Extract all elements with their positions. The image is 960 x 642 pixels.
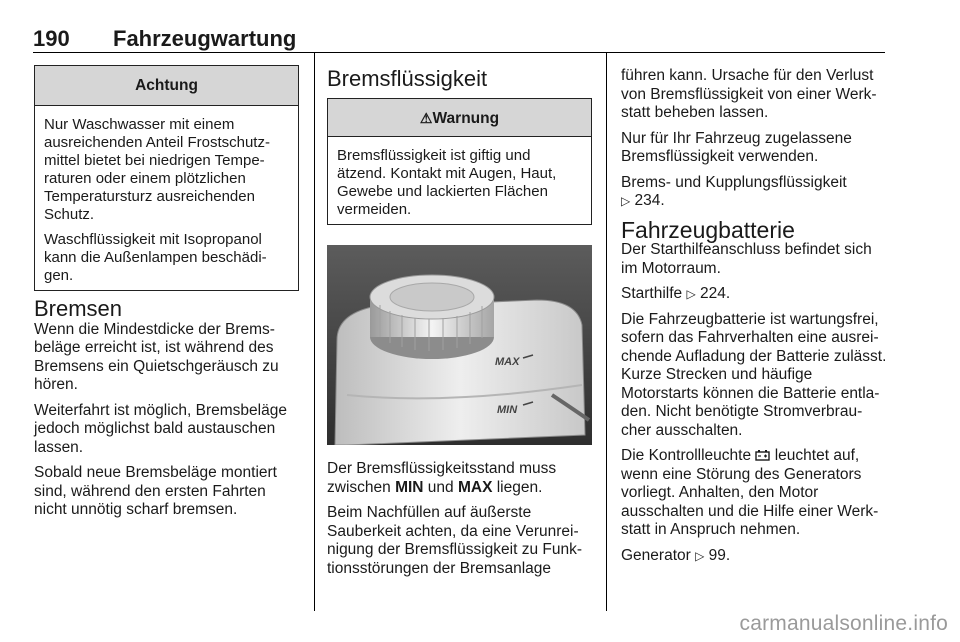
battery-heading: Fahrzeugbatterie: [621, 216, 795, 243]
column-3: [621, 67, 889, 572]
warning-triangle-icon: ⚠: [419, 110, 433, 126]
fluid-level-paragraph: Der Bremsflüssigkeitsstand muss zwischen MIN und MAX liegen.: [327, 460, 557, 496]
max-label: MAX: [457, 478, 493, 496]
page-ref-icon: ▷: [695, 548, 705, 563]
brakes-paragraph-2: Weiterfahrt ist möglich, Bremsbeläge jedoch möglichst bald austauschen lassen.: [34, 401, 287, 456]
warning-box: [327, 98, 592, 225]
battery-warning-light-icon: [755, 447, 770, 464]
caution-paragraph-2: Waschflüssigkeit mit Isopropanol kann die Außenlampen beschädi-gen.: [44, 231, 267, 284]
caution-title: Achtung: [35, 66, 298, 106]
caution-paragraph-1: Nur Waschwasser mit einem ausreichenden Anteil Frostschutz-mittel bietet bei niedrigen Tempe-raturen oder einem plötzlichen Temperatursturz ausreichenden Schutz.: [44, 116, 270, 223]
approved-fluid-paragraph: Nur für Ihr Fahrzeug zugelassene Bremsflüssigkeit verwenden.: [621, 129, 852, 165]
fluid-ref-link[interactable]: 234.: [634, 192, 665, 209]
brake-fluid-text: [327, 460, 595, 585]
brake-fluid-heading: Bremsflüssigkeit: [327, 66, 488, 91]
warning-title: Warnung: [432, 110, 500, 127]
warning-header: [328, 99, 591, 137]
continued-paragraph: führen kann. Ursache für den Verlust von Bremsflüssigkeit von einer Werk-statt beheben lassen.: [621, 67, 877, 121]
battery-maintenance-paragraph: Die Fahrzeugbatterie ist wartungsfrei, sofern das Fahrverhalten eine ausrei-chende Aufladung der Batterie zulässt. Kurze Strecken und häufige Motorstarts können die Batterie entla-den. Nicht benötigte Stromverbrau-cher ausschalten.: [621, 310, 887, 439]
max-level-marking: MAX: [495, 356, 520, 368]
watermark: carmanualsonline.info: [739, 612, 948, 635]
min-label: MIN: [395, 478, 424, 496]
jump-start-paragraph: Der Starthilfeanschluss befindet sich im Motorraum.: [621, 241, 872, 277]
generator-ref-link[interactable]: 99.: [708, 546, 731, 564]
page-number: 190: [33, 26, 70, 51]
charging-warning-paragraph: Die Kontrollleuchte leuchtet auf, wenn eine Störung des Generators vorliegt. Anhalten, den Motor ausschalten und die Hilfe einer Werk-statt in Anspruch nehmen.: [621, 447, 879, 538]
cleanliness-paragraph: Beim Nachfüllen auf äußerste Sauberkeit achten, da eine Verunrei-nigung der Bremsflüssigkeit zu Funk-tionsstörungen der Bremsanlage: [327, 504, 583, 577]
brakes-heading: Bremsen: [34, 296, 123, 321]
chapter-title: Fahrzeugwartung: [113, 26, 297, 51]
brakes-paragraph-1: Wenn die Mindestdicke der Brems-beläge erreicht ist, ist während des Bremsens ein Quietschgeräusch zu hören.: [34, 320, 279, 393]
starthilfe-ref-link[interactable]: 224.: [700, 285, 731, 302]
page-ref-icon: ▷: [621, 194, 631, 208]
page-ref-icon: ▷: [686, 287, 696, 301]
caution-box: [34, 65, 299, 291]
warning-text: Bremsflüssigkeit ist giftig und ätzend. Kontakt mit Augen, Haut, Gewebe und lackierten Flächen vermeiden.: [337, 147, 557, 218]
header-rule: [33, 52, 885, 53]
generator-reference: Generator ▷ 99.: [621, 546, 731, 564]
column-divider-2: [606, 53, 607, 611]
brake-fluid-reservoir-illustration: [327, 245, 592, 445]
min-level-marking: MIN: [497, 404, 518, 416]
fluid-reference: Brems- und Kupplungsflüssigkeit ▷ 234.: [621, 173, 847, 209]
starthilfe-reference: Starthilfe ▷ 224.: [621, 285, 731, 302]
brakes-paragraph-3: Sobald neue Bremsbeläge montiert sind, während den ersten Fahrten nicht unnötig scharf bremsen.: [34, 464, 277, 518]
column-divider-1: [314, 53, 315, 611]
brakes-section: [34, 296, 302, 527]
